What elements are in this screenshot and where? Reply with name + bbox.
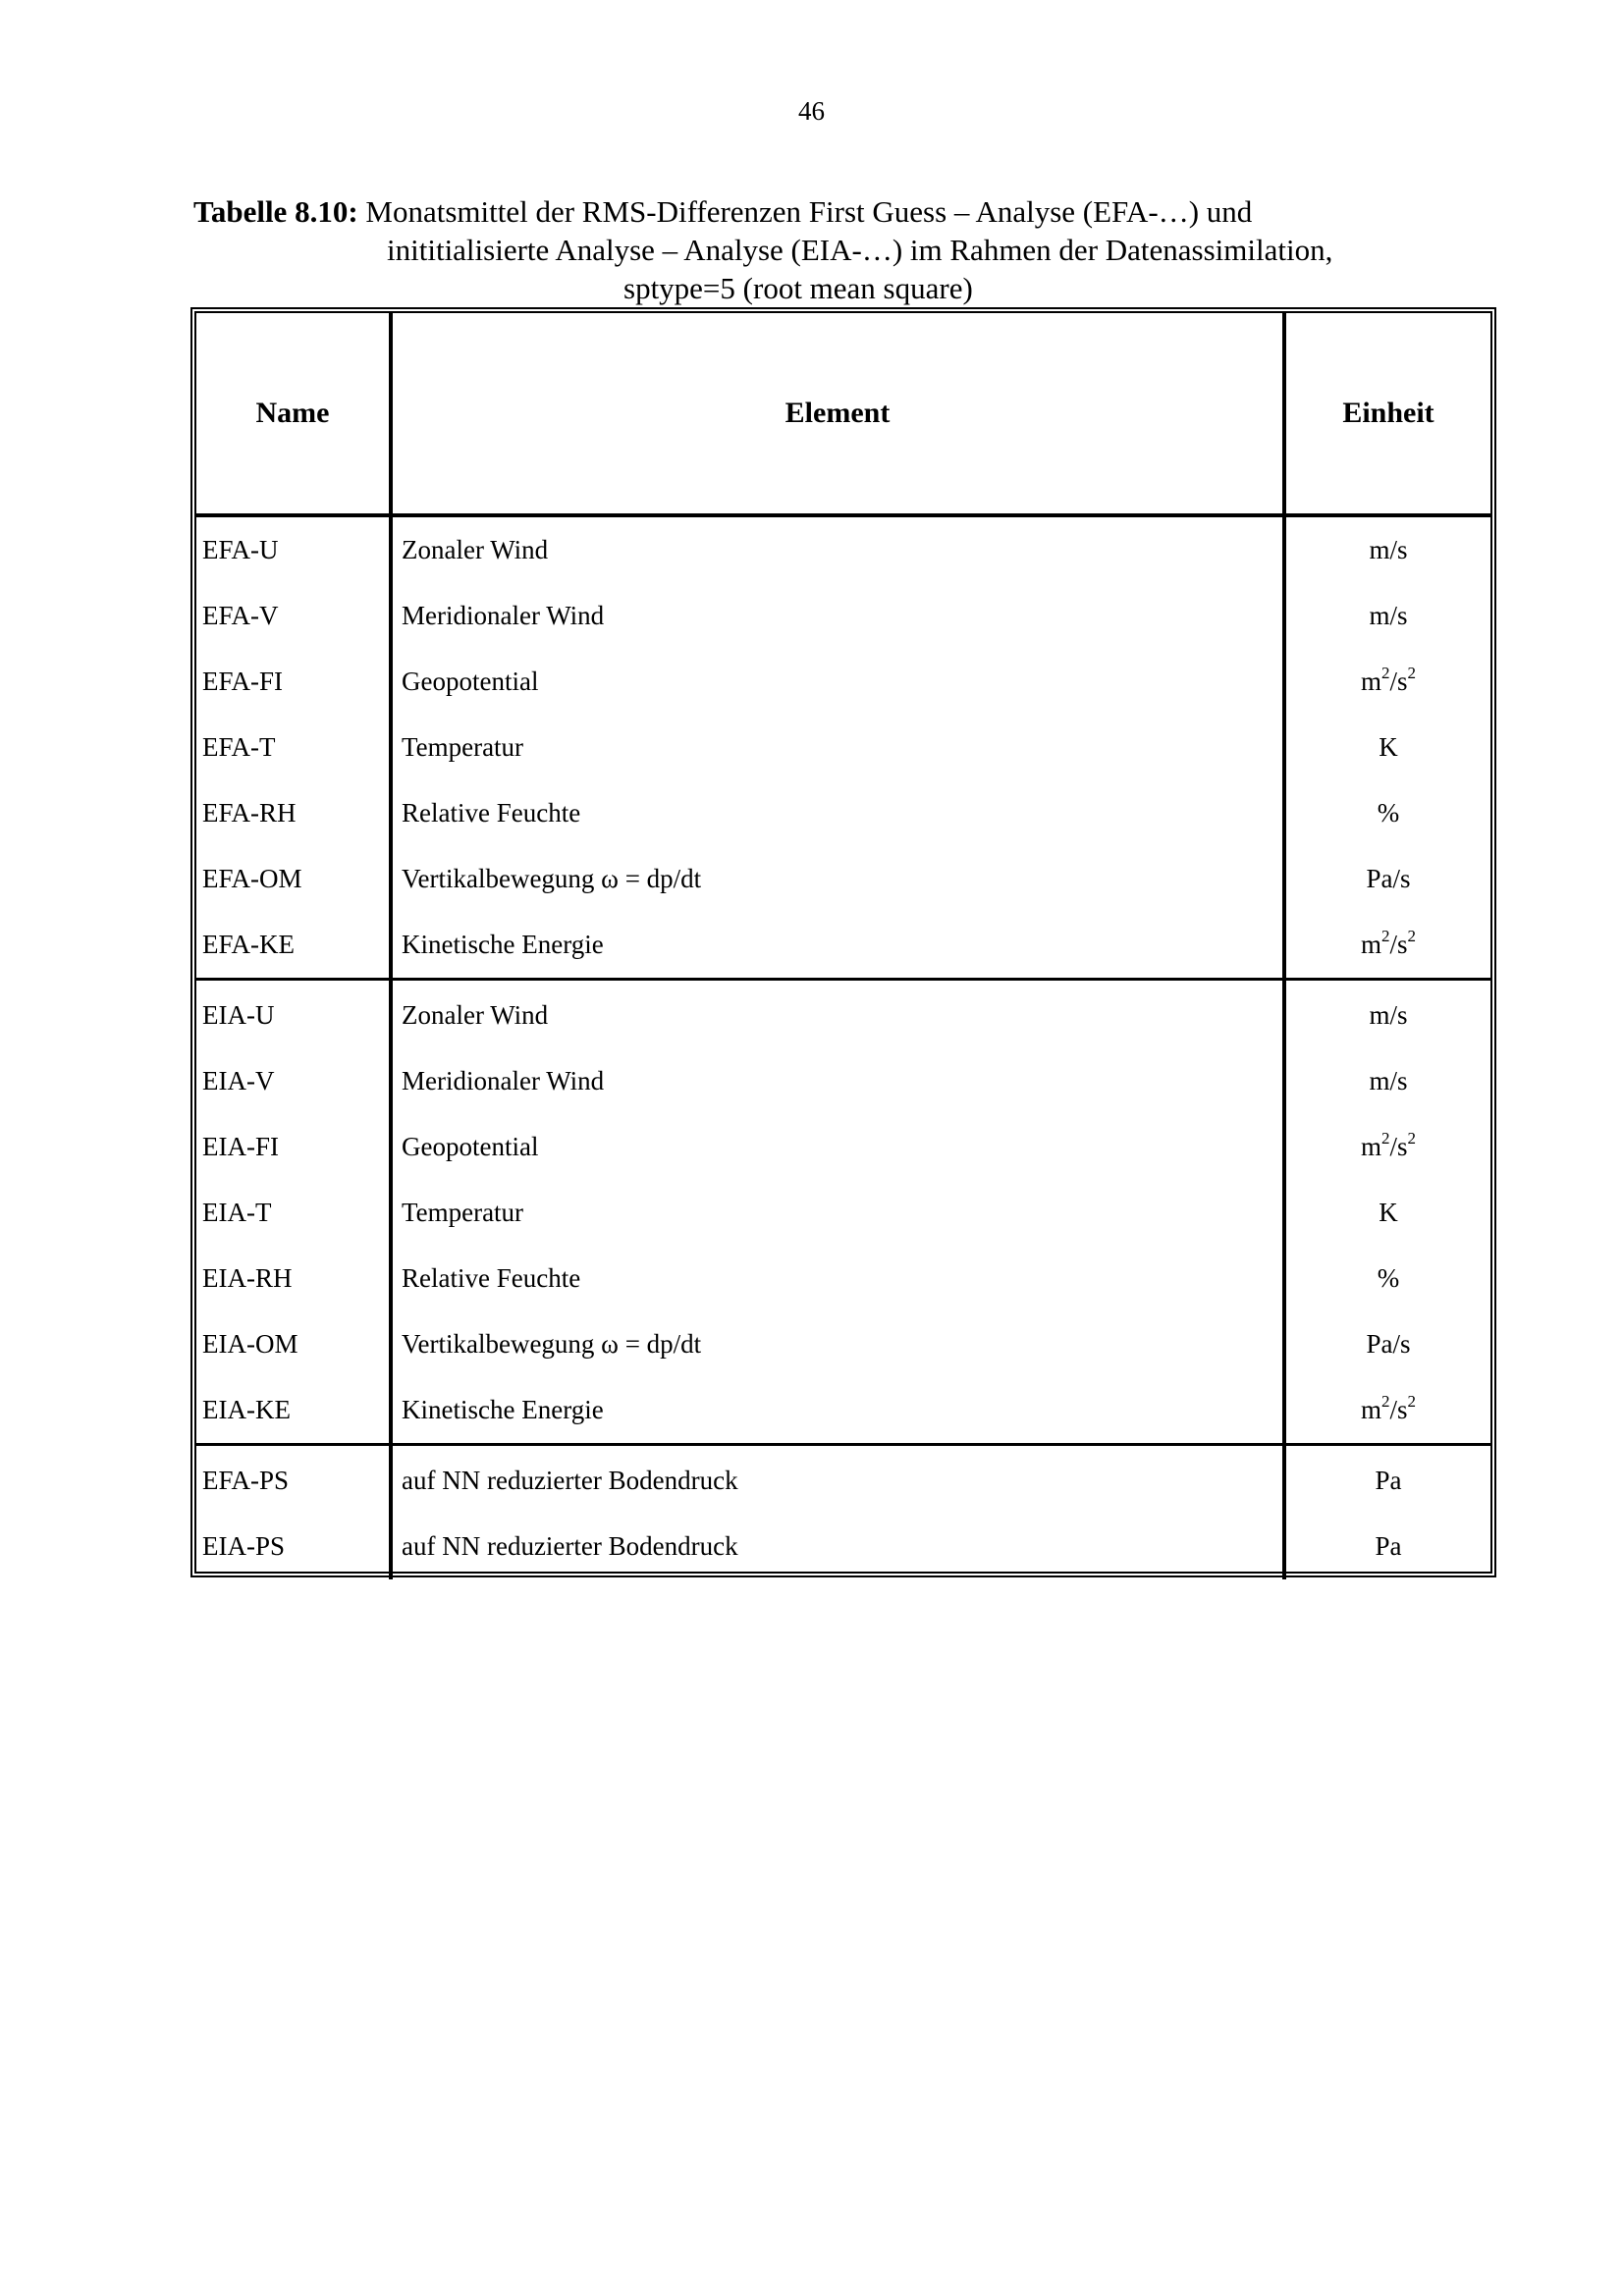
table-caption — [193, 192, 1470, 307]
cell-name: EFA-OM — [196, 846, 391, 912]
cell-unit: Pa — [1375, 1466, 1402, 1495]
cell-unit: % — [1377, 798, 1400, 828]
unit-exponent: 2 — [1381, 664, 1390, 682]
cell-name: EFA-FI — [196, 649, 391, 715]
cell-element: auf NN reduzierter Bodendruck — [391, 1445, 1284, 1515]
caption-text-1: Monatsmittel der RMS-Differenzen First Guess – Analyse (EFA-…) und — [365, 194, 1253, 229]
cell-unit: Pa — [1375, 1531, 1402, 1561]
cell-name: EIA-T — [196, 1180, 391, 1246]
table-row — [196, 1514, 1490, 1579]
cell-unit: m/s — [1369, 1000, 1408, 1030]
cell-unit: m/s — [1369, 601, 1408, 630]
data-table-frame — [190, 307, 1496, 1577]
unit-exponent: 2 — [1407, 927, 1417, 945]
cell-element: Vertikalbewegung ω = dp/dt — [391, 1311, 1284, 1377]
cell-name: EIA-V — [196, 1048, 391, 1114]
cell-name: EFA-KE — [196, 912, 391, 980]
unit-divisor: /s — [1389, 1132, 1408, 1161]
cell-unit: m/s — [1369, 535, 1408, 564]
header-element: Element — [391, 313, 1284, 515]
cell-unit: K — [1379, 1198, 1398, 1227]
cell-element: Vertikalbewegung ω = dp/dt — [391, 846, 1284, 912]
cell-unit: Pa/s — [1366, 1329, 1411, 1359]
cell-unit: % — [1377, 1263, 1400, 1293]
table-row — [196, 912, 1490, 980]
header-name: Name — [196, 313, 391, 515]
unit-exponent: 2 — [1381, 1392, 1390, 1411]
table-row — [196, 715, 1490, 780]
cell-element: Relative Feuchte — [391, 780, 1284, 846]
unit-exponent: 2 — [1407, 1392, 1417, 1411]
table-row — [196, 649, 1490, 715]
cell-name: EIA-FI — [196, 1114, 391, 1180]
cell-element: Kinetische Energie — [391, 1377, 1284, 1445]
cell-element: Temperatur — [391, 1180, 1284, 1246]
cell-name: EFA-PS — [196, 1445, 391, 1515]
cell-unit — [1284, 1377, 1490, 1445]
table-row — [196, 980, 1490, 1049]
unit-base: m — [1360, 1395, 1381, 1424]
cell-name: EFA-V — [196, 583, 391, 649]
caption-line-1 — [193, 192, 1470, 231]
unit-divisor: /s — [1389, 1395, 1408, 1424]
cell-element: Meridionaler Wind — [391, 583, 1284, 649]
cell-name: EIA-PS — [196, 1514, 391, 1579]
table-row — [196, 1180, 1490, 1246]
unit-base: m — [1360, 930, 1381, 959]
unit-exponent: 2 — [1381, 1129, 1390, 1148]
cell-element: Temperatur — [391, 715, 1284, 780]
unit-exponent: 2 — [1407, 664, 1417, 682]
header-unit: Einheit — [1284, 313, 1490, 515]
unit-base: m — [1360, 667, 1381, 696]
cell-element: Relative Feuchte — [391, 1246, 1284, 1311]
cell-unit — [1284, 649, 1490, 715]
header-row — [196, 313, 1490, 515]
cell-element: Geopotential — [391, 649, 1284, 715]
table-row — [196, 1445, 1490, 1515]
table-row — [196, 1311, 1490, 1377]
cell-unit: Pa/s — [1366, 864, 1411, 893]
cell-unit — [1284, 1114, 1490, 1180]
cell-name: EFA-U — [196, 515, 391, 583]
unit-base: m — [1360, 1132, 1381, 1161]
cell-element: Kinetische Energie — [391, 912, 1284, 980]
caption-line-3: sptype=5 (root mean square) — [623, 271, 973, 305]
data-table — [196, 313, 1490, 1579]
unit-exponent: 2 — [1407, 1129, 1417, 1148]
table-row — [196, 1048, 1490, 1114]
caption-line-2: inititialisierte Analyse – Analyse (EIA-…) im Rahmen der Datenassimilation, — [387, 233, 1333, 267]
cell-element: Geopotential — [391, 1114, 1284, 1180]
caption-label: Tabelle 8.10: — [193, 194, 358, 229]
cell-name: EFA-RH — [196, 780, 391, 846]
cell-element: Meridionaler Wind — [391, 1048, 1284, 1114]
table-row — [196, 515, 1490, 583]
cell-name: EIA-OM — [196, 1311, 391, 1377]
cell-unit: K — [1379, 732, 1398, 762]
cell-name: EFA-T — [196, 715, 391, 780]
table-row — [196, 583, 1490, 649]
cell-element: Zonaler Wind — [391, 515, 1284, 583]
cell-unit: m/s — [1369, 1066, 1408, 1095]
table-row — [196, 780, 1490, 846]
cell-element: auf NN reduzierter Bodendruck — [391, 1514, 1284, 1579]
table-row — [196, 1114, 1490, 1180]
table-row — [196, 1377, 1490, 1445]
unit-divisor: /s — [1389, 667, 1408, 696]
unit-exponent: 2 — [1381, 927, 1390, 945]
unit-divisor: /s — [1389, 930, 1408, 959]
table-row — [196, 1246, 1490, 1311]
cell-unit — [1284, 912, 1490, 980]
page-number: 46 — [798, 96, 825, 126]
cell-element: Zonaler Wind — [391, 980, 1284, 1049]
cell-name: EIA-RH — [196, 1246, 391, 1311]
table-row — [196, 846, 1490, 912]
cell-name: EIA-U — [196, 980, 391, 1049]
cell-name: EIA-KE — [196, 1377, 391, 1445]
